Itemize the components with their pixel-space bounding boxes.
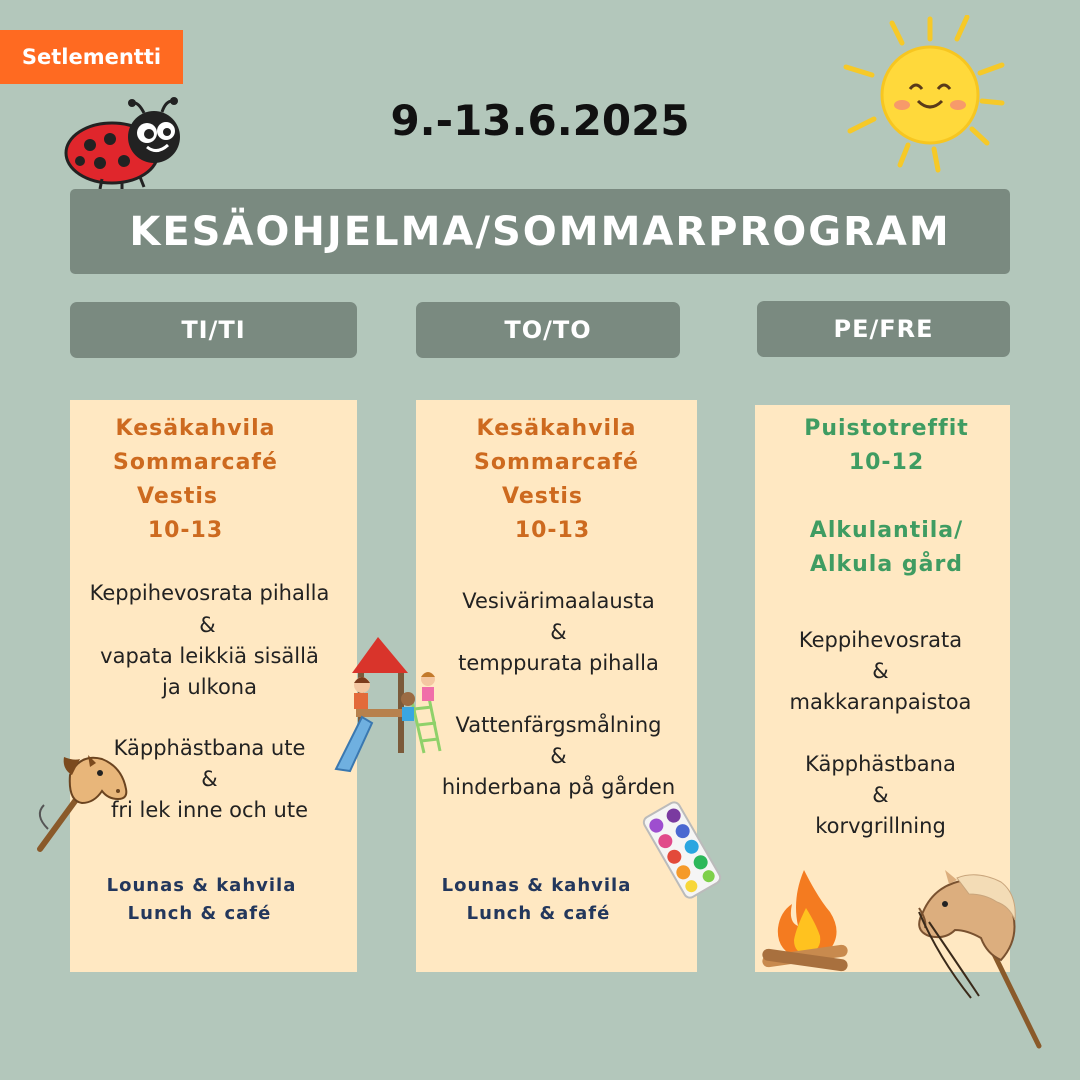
watercolor-palette-icon bbox=[636, 800, 728, 900]
brand-label: Setlementti bbox=[21, 45, 162, 69]
campfire-icon bbox=[758, 868, 852, 972]
event-time: 10-13 bbox=[514, 518, 591, 543]
activity-line: Käpphästbana bbox=[805, 752, 956, 776]
playground-slide-icon bbox=[328, 633, 448, 775]
page-title: KESÄOHJELMA/SOMMARPROGRAM bbox=[129, 208, 951, 255]
activity-line: temppurata pihalla bbox=[458, 651, 659, 675]
activity-line: Keppihevosrata bbox=[798, 628, 963, 652]
day-header-thursday: TO/TO bbox=[416, 302, 680, 358]
program-card-tuesday bbox=[70, 400, 357, 972]
activity-line: & bbox=[201, 767, 218, 791]
activity-line: Vattenfärgsmålning bbox=[455, 713, 662, 737]
activity-line: & bbox=[550, 744, 567, 768]
activity-line: fri lek inne och ute bbox=[110, 798, 309, 822]
hobby-horse-icon bbox=[905, 868, 1050, 1050]
event-line: Sommarcafé bbox=[113, 450, 278, 475]
ladybug-icon bbox=[62, 95, 187, 190]
event-line: Vestis bbox=[502, 484, 583, 509]
activity-line: ja ulkona bbox=[162, 675, 257, 699]
activity-line: & bbox=[872, 659, 889, 683]
day-header-tuesday: TI/TI bbox=[70, 302, 357, 358]
smiling-sun-icon bbox=[842, 15, 1007, 175]
activity-line: korvgrillning bbox=[815, 814, 946, 838]
event-time: 10-13 bbox=[147, 518, 224, 543]
location-line: Alkulantila/ bbox=[809, 518, 964, 543]
day-header-friday: PE/FRE bbox=[757, 301, 1010, 357]
lunch-line: Lounas & kahvila bbox=[441, 875, 632, 896]
activity-line: makkaranpaistoa bbox=[789, 690, 972, 714]
event-line: Kesäkahvila bbox=[476, 416, 637, 441]
activity-line: & bbox=[872, 783, 889, 807]
activity-line: Keppihevosrata pihalla bbox=[89, 581, 330, 605]
activity-line: hinderbana på gården bbox=[441, 775, 676, 799]
lunch-line: Lunch & café bbox=[466, 903, 611, 924]
event-time: 10-12 bbox=[848, 450, 925, 475]
event-line: Sommarcafé bbox=[474, 450, 639, 475]
activity-line: vapata leikkiä sisällä bbox=[100, 644, 319, 668]
title-banner bbox=[70, 189, 1010, 274]
activity-line: Käpphästbana ute bbox=[113, 736, 306, 760]
activity-line: Vesivärimaalausta bbox=[462, 589, 655, 613]
event-line: Kesäkahvila bbox=[115, 416, 276, 441]
brand-badge bbox=[0, 30, 183, 84]
date-heading: 9.-13.6.2025 bbox=[390, 96, 690, 145]
lunch-line: Lounas & kahvila bbox=[106, 875, 297, 896]
location-line: Alkula gård bbox=[809, 552, 964, 577]
event-line: Puistotreffit bbox=[804, 416, 969, 441]
event-line: Vestis bbox=[137, 484, 218, 509]
activity-line: & bbox=[550, 620, 567, 644]
hobby-horse-icon bbox=[30, 745, 130, 855]
activity-line: & bbox=[199, 613, 216, 637]
lunch-line: Lunch & café bbox=[127, 903, 272, 924]
